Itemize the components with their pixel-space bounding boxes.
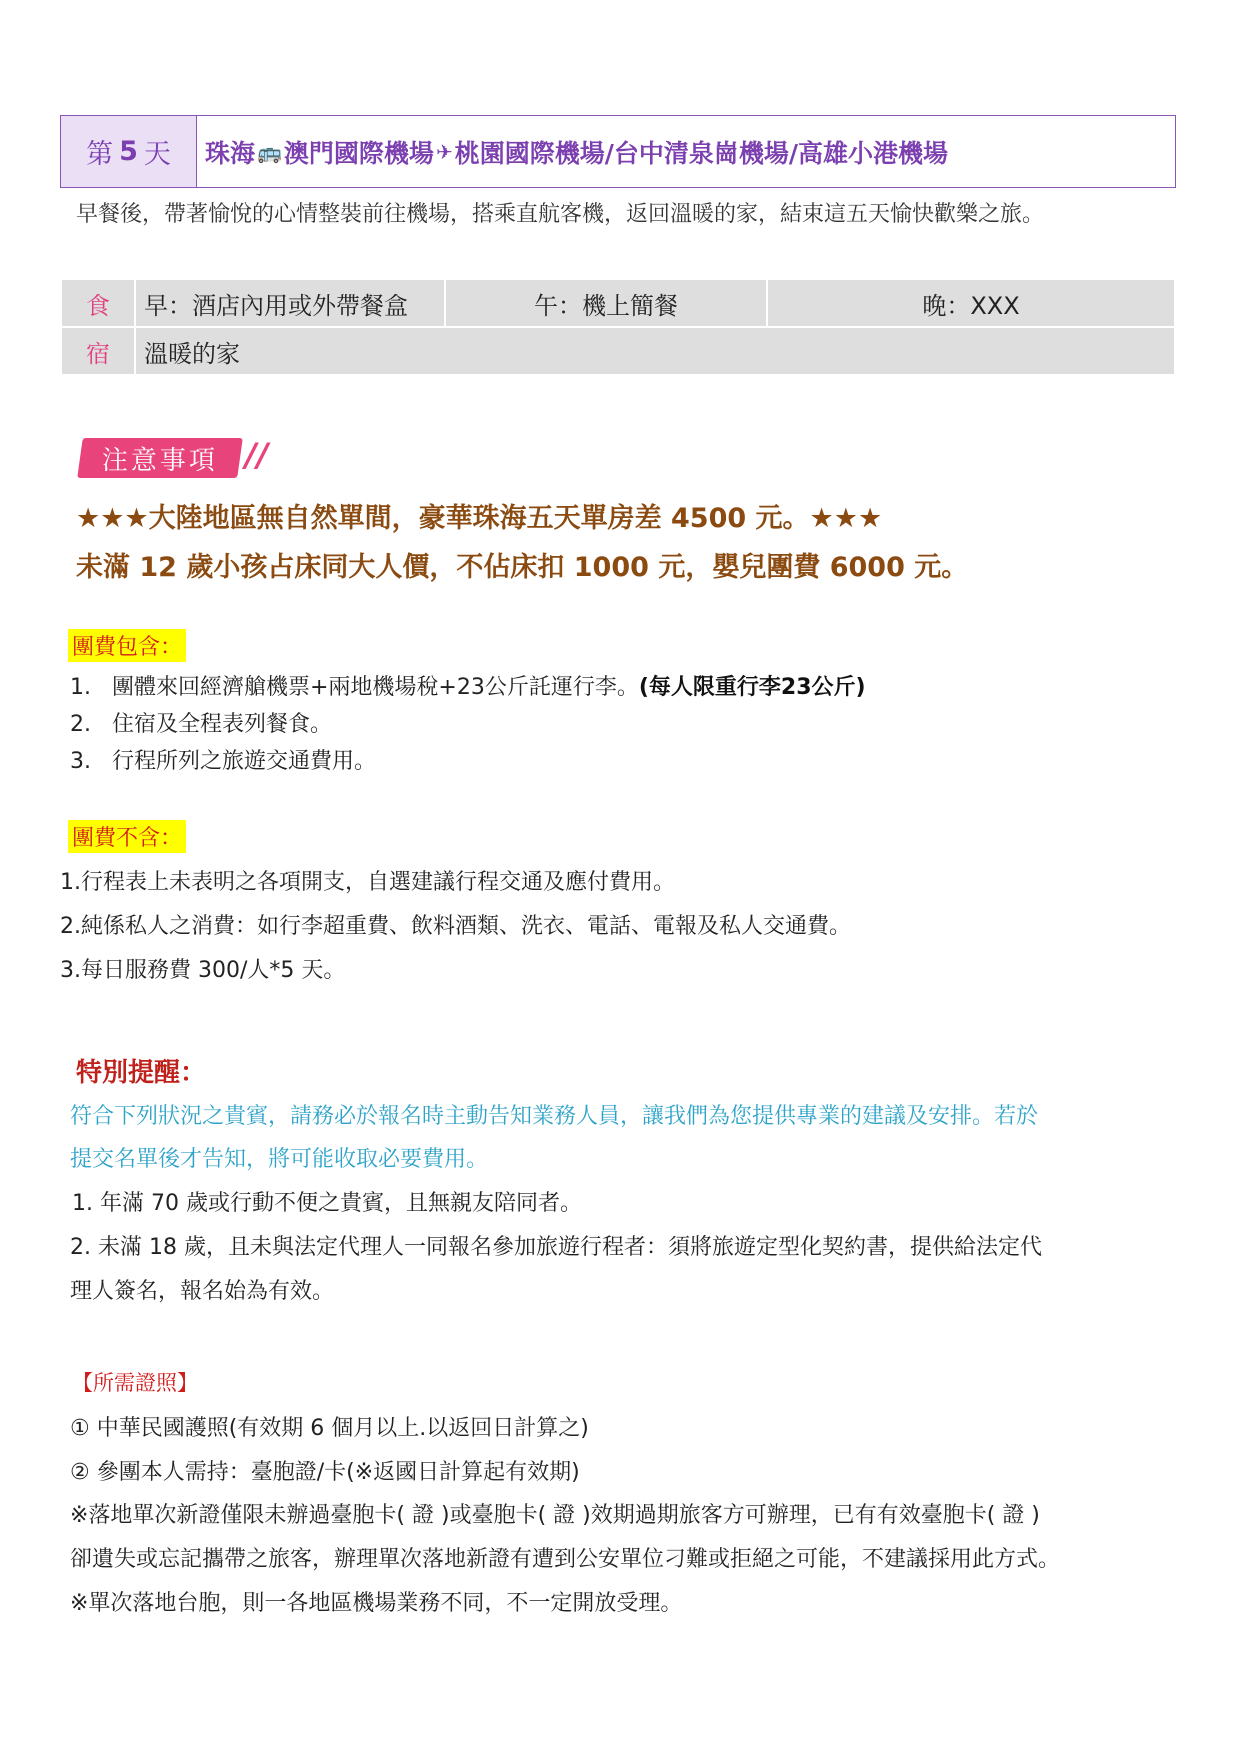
- stay-cell: 溫暖的家: [135, 327, 1175, 375]
- excluded-item-1: 1.行程表上未表明之各項開支，自選建議行程交通及應付費用。: [60, 870, 675, 895]
- included-label: 團費包含：: [68, 629, 186, 662]
- included-item-text: 行程所列之旅遊交通費用。: [111, 749, 376, 774]
- included-item-text: 住宿及全程表列餐食。: [111, 712, 332, 737]
- special-item-2: 2. 未滿 18 歲，且未與法定代理人一同報名參加旅遊行程者：須將旅遊定型化契約書，提供給法定代: [70, 1235, 1042, 1260]
- route-origin: 珠海: [205, 138, 256, 168]
- route-macau: 澳門國際機場: [283, 138, 434, 168]
- notice-badge-label: 注意事項: [101, 445, 218, 476]
- day-label: [61, 116, 197, 187]
- included-item-2: [70, 707, 332, 738]
- bus-icon: 🚌: [257, 139, 282, 164]
- day-route: [197, 116, 1175, 187]
- excluded-item-3: 3.每日服務費 300/人*5 天。: [60, 958, 346, 983]
- documents-note-2: 卻遺失或忘記攜帶之旅客，辦理單次落地新證有遭到公安單位刁難或拒絕之可能，不建議採用此方式。: [70, 1547, 1061, 1572]
- included-item-bold: (每人限重行李23公斤): [638, 675, 866, 700]
- documents-item-2: ② 參團本人需持：臺胞證/卡(※返國日計算起有效期): [70, 1460, 580, 1485]
- notice-badge: [77, 438, 243, 478]
- stay-row: [61, 327, 1175, 375]
- day-header: [60, 115, 1176, 188]
- route-destinations: 桃園國際機場/台中清泉崗機場/高雄小港機場: [454, 138, 948, 168]
- special-title: 特別提醒：: [76, 1058, 207, 1088]
- documents-note-1: ※落地單次新證僅限未辦過臺胞卡( 證 )或臺胞卡( 證 )效期過期旅客方可辦理，已有有效臺胞卡( 證 ): [70, 1503, 1040, 1528]
- documents-note-3: ※單次落地台胞，則一各地區機場業務不同，不一定開放受理。: [70, 1591, 683, 1616]
- included-item-num: 3.: [70, 749, 91, 774]
- notice-slash-decoration: //: [245, 436, 269, 474]
- meal-table: [60, 278, 1176, 376]
- included-item-num: 1.: [70, 675, 91, 700]
- notice-line-2: 未滿 12 歲小孩占床同大人價，不佔床扣 1000 元，嬰兒團費 6000 元。: [76, 552, 969, 583]
- special-item-1: 1. 年滿 70 歲或行動不便之貴賓，且無親友陪同者。: [72, 1191, 582, 1216]
- day-number: 5: [119, 136, 138, 167]
- special-intro-1: 符合下列狀況之貴賓，請務必於報名時主動告知業務人員，讓我們為您提供專業的建議及安排。若於: [70, 1104, 1039, 1129]
- special-intro-2: 提交名單後才告知，將可能收取必要費用。: [70, 1147, 489, 1172]
- day-description: 早餐後，帶著愉悅的心情整裝前往機場，搭乘直航客機，返回溫暖的家，結束這五天愉快歡樂之旅。: [76, 202, 1045, 227]
- airplane-icon: ✈: [435, 139, 453, 164]
- lunch-cell: 午：機上簡餐: [445, 279, 767, 327]
- included-item-text: 團體來回經濟艙機票+兩地機場稅+23公斤託運行李。: [111, 675, 639, 700]
- day-suffix: 天: [143, 139, 171, 170]
- food-key: 食: [61, 279, 135, 327]
- included-item-3: [70, 744, 376, 775]
- day-prefix: 第: [86, 139, 114, 170]
- included-item-1: [70, 670, 866, 701]
- special-item-2-cont: 理人簽名，報名始為有效。: [70, 1279, 335, 1304]
- excluded-label: 團費不含：: [68, 820, 186, 853]
- meal-row: [61, 279, 1175, 327]
- documents-item-1: ① 中華民國護照(有效期 6 個月以上.以返回日計算之): [70, 1416, 589, 1441]
- breakfast-cell: 早：酒店內用或外帶餐盒: [135, 279, 445, 327]
- notice-line-1: ★★★大陸地區無自然單間，豪華珠海五天單房差 4500 元。★★★: [76, 503, 883, 534]
- included-item-num: 2.: [70, 712, 91, 737]
- documents-title: 【所需證照】: [72, 1371, 198, 1395]
- stay-key: 宿: [61, 327, 135, 375]
- excluded-item-2: 2.純係私人之消費：如行李超重費、飲料酒類、洗衣、電話、電報及私人交通費。: [60, 914, 851, 939]
- dinner-cell: 晚：XXX: [767, 279, 1175, 327]
